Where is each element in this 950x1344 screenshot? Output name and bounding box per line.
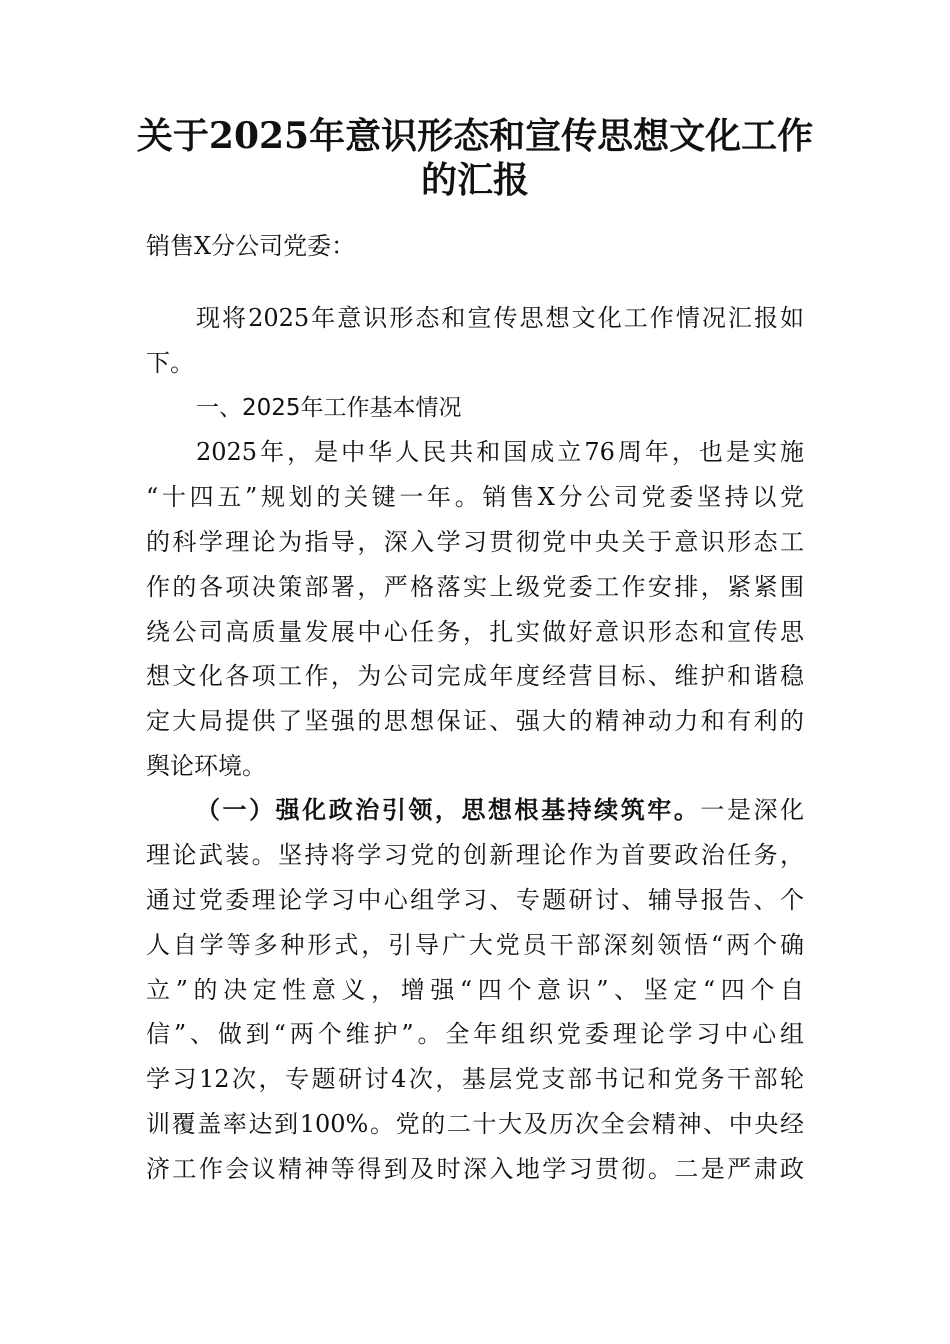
subsection-lead-text: 一是深化	[700, 796, 805, 824]
intro-line: 现将2025年意识形态和宣传思想文化工作情况汇报如	[196, 304, 804, 332]
paragraph-line: 定大局提供了坚强的思想保证、强大的精神动力和有利的	[146, 707, 804, 735]
paragraph-line: 舆论环境。	[146, 752, 266, 780]
paragraph-line: 立”的决定性意义，增强“四个意识”、坚定“四个自	[146, 976, 804, 1004]
paragraph-line: 作的各项决策部署，严格落实上级党委工作安排，紧紧围	[146, 573, 804, 601]
paragraph-line: 信”、做到“两个维护”。全年组织党委理论学习中心组	[146, 1020, 804, 1048]
document-title-line-1: 关于2025年意识形态和宣传思想文化工作	[136, 115, 814, 157]
paragraph-line: “十四五”规划的关键一年。销售X分公司党委坚持以党	[146, 483, 804, 511]
paragraph-line: 人自学等多种形式，引导广大党员干部深刻领悟“两个确	[146, 931, 804, 959]
document-title-line-2: 的汇报	[420, 159, 529, 201]
paragraph-line: 绕公司高质量发展中心任务，扎实做好意识形态和宣传思	[146, 618, 804, 646]
subsection-first-line	[196, 795, 804, 825]
paragraph-line: 想文化各项工作，为公司完成年度经营目标、维护和谐稳	[146, 662, 804, 690]
paragraph-line: 理论武装。坚持将学习党的创新理论作为首要政治任务，	[146, 841, 804, 869]
paragraph-line: 的科学理论为指导，深入学习贯彻党中央关于意识形态工	[146, 528, 804, 556]
paragraph-line: 训覆盖率达到100%。党的二十大及历次全会精神、中央经	[146, 1110, 804, 1138]
section-heading: 一、2025年工作基本情况	[196, 395, 462, 421]
paragraph-line: 2025年，是中华人民共和国成立76周年，也是实施	[196, 438, 804, 466]
subsection-heading: （一）强化政治引领，思想根基持续筑牢。	[196, 795, 701, 824]
paragraph-line: 通过党委理论学习中心组学习、专题研讨、辅导报告、个	[146, 886, 804, 914]
intro-line: 下。	[146, 349, 194, 377]
paragraph-line: 济工作会议精神等得到及时深入地学习贯彻。二是严肃政	[146, 1155, 804, 1183]
salutation: 销售X分公司党委：	[146, 232, 356, 260]
paragraph-line: 学习12次，专题研讨4次，基层党支部书记和党务干部轮	[146, 1065, 804, 1093]
